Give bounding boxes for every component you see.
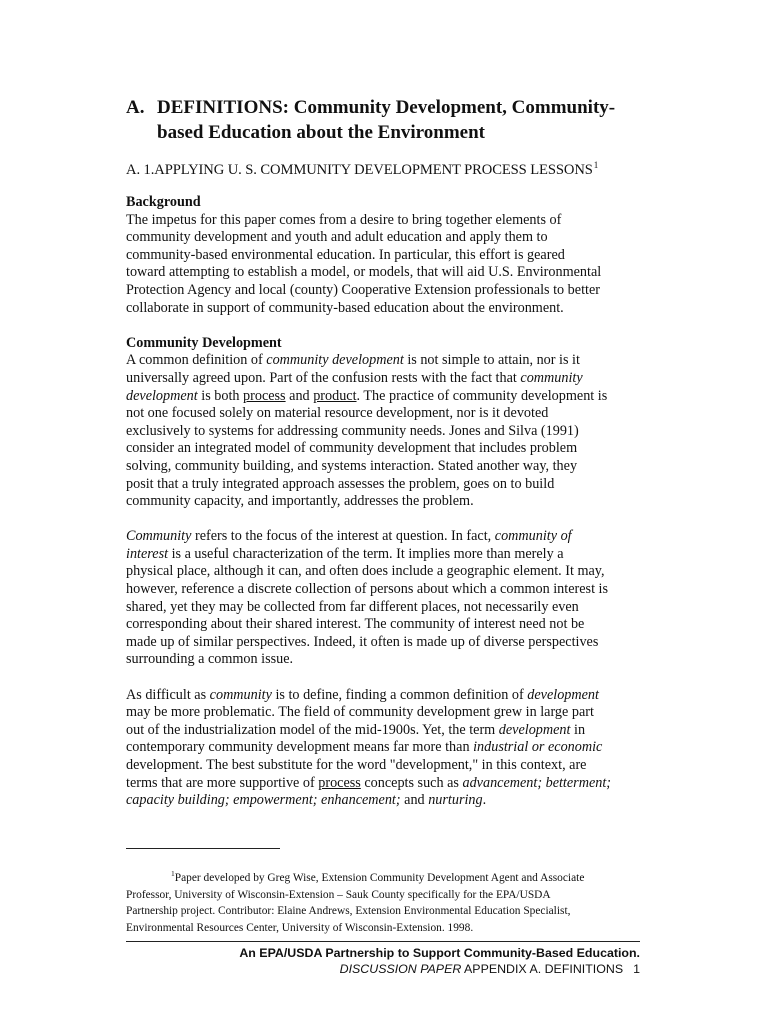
paragraph-line: exclusively to systems for addressing community needs. Jones and Silva (1991): [126, 422, 579, 439]
paragraph-line: Community refers to the focus of the interest at question. In fact, community of: [126, 528, 572, 545]
background-line: Protection Agency and local (county) Cooperative Extension professionals to better: [126, 281, 600, 298]
background-line: community-based environmental education. In particular, this effort is geared: [126, 246, 565, 263]
paragraph-line: posit that a truly integrated approach assesses the problem, goes on to build: [126, 475, 555, 492]
paragraph-line: development. The best substitute for the word "development," in this context, are: [126, 757, 587, 773]
footnote-line: Professor, University of Wisconsin-Extension – Sauk County specifically for the EPA/USDA: [126, 888, 551, 901]
footnote-divider: [126, 848, 280, 849]
subsection-heading: [126, 160, 598, 179]
paragraph-line: solving, community building, and systems interaction. Stated another way, they: [126, 457, 578, 474]
paragraph-line: community capacity, and importantly, addresses the problem.: [126, 493, 474, 510]
background-line: toward attempting to establish a model, or models, that will aid U.S. Environmental: [126, 264, 602, 281]
footnote: [126, 866, 646, 936]
heading-line-2: based Education about the Environment: [157, 122, 485, 143]
background-title: Background: [126, 194, 201, 210]
paragraph-line: As difficult as community is to define, finding a common definition of development: [126, 686, 599, 703]
heading-line-1: DEFINITIONS: Community Development, Community-: [157, 97, 616, 118]
footer-divider: [126, 941, 640, 942]
footnote-line: Environmental Resources Center, University of Wisconsin-Extension. 1998.: [126, 921, 474, 934]
paragraph-line: corresponding about their shared interest. The community of interest need not be: [126, 616, 585, 633]
background-line: The impetus for this paper comes from a desire to bring together elements of: [126, 211, 562, 228]
footer-appendix-label: APPENDIX A. DEFINITIONS: [461, 962, 624, 976]
background-line: community development and youth and adult education and apply them to: [126, 229, 548, 246]
footnote-line: Partnership project. Contributor: Elaine Andrews, Extension Environmental Education Specialist,: [126, 905, 571, 918]
section-heading: [126, 95, 656, 145]
paragraph-line: consider an integrated model of community development that includes problem: [126, 440, 578, 457]
paragraph-line: A common definition of community development is not simple to attain, nor is it: [126, 352, 580, 369]
paragraph-line: terms that are more supportive of process concepts such as advancement; betterment;: [126, 774, 611, 791]
paragraph-line: contemporary community development means far more than industrial or economic: [126, 739, 603, 756]
paragraph-line: however, reference a discrete collection of persons about which a common interest is: [126, 581, 609, 598]
paragraph-line: not one focused solely on material resource development, nor is it devoted: [126, 405, 549, 422]
paragraph-line: physical place, although it can, and often does include a geographic element. It may,: [126, 563, 605, 580]
subsection-heading-text: A. 1.APPLYING U. S. COMMUNITY DEVELOPMENT PROCESS LESSONS: [126, 162, 593, 178]
paragraph-line: may be more problematic. The field of community development grew in large part: [126, 704, 594, 721]
paragraph-line: out of the industrialization model of the mid-1900s. Yet, the term development in: [126, 721, 586, 738]
heading-number: A.: [126, 97, 145, 118]
paragraph-line: development is both process and product. The practice of community development is: [126, 387, 608, 404]
paragraph-line: shared, yet they may be collected from far different places, not necessarily even: [126, 598, 579, 615]
footer-appendix: [340, 962, 640, 976]
footnote-reference: 1: [593, 160, 599, 170]
paragraph-line: made up of similar perspectives. Indeed, it often is made up of diverse perspectives: [126, 633, 599, 650]
paragraph-line: surrounding a common issue.: [126, 651, 294, 668]
paragraph-line: capacity building; empowerment; enhancement; and nurturing.: [126, 792, 487, 809]
community-development-title: Community Development: [126, 334, 282, 351]
background-line: collaborate in support of community-based education about the environment.: [126, 299, 564, 316]
footer-partnership: An EPA/USDA Partnership to Support Community-Based Education.: [239, 946, 640, 960]
paragraph-line: universally agreed upon. Part of the confusion rests with the fact that community: [126, 369, 583, 386]
footnote-mark: 1: [171, 869, 175, 878]
page-number: 1: [633, 962, 640, 976]
footer-discussion-paper: DISCUSSION PAPER: [339, 962, 462, 976]
footnote-line: $^1$Paper developed by Greg Wise, Extension Community Development Agent and Associate: [171, 869, 585, 884]
body-text: [126, 194, 646, 810]
paragraph-line: interest is a useful characterization of the term. It implies more than merely a: [126, 545, 564, 562]
